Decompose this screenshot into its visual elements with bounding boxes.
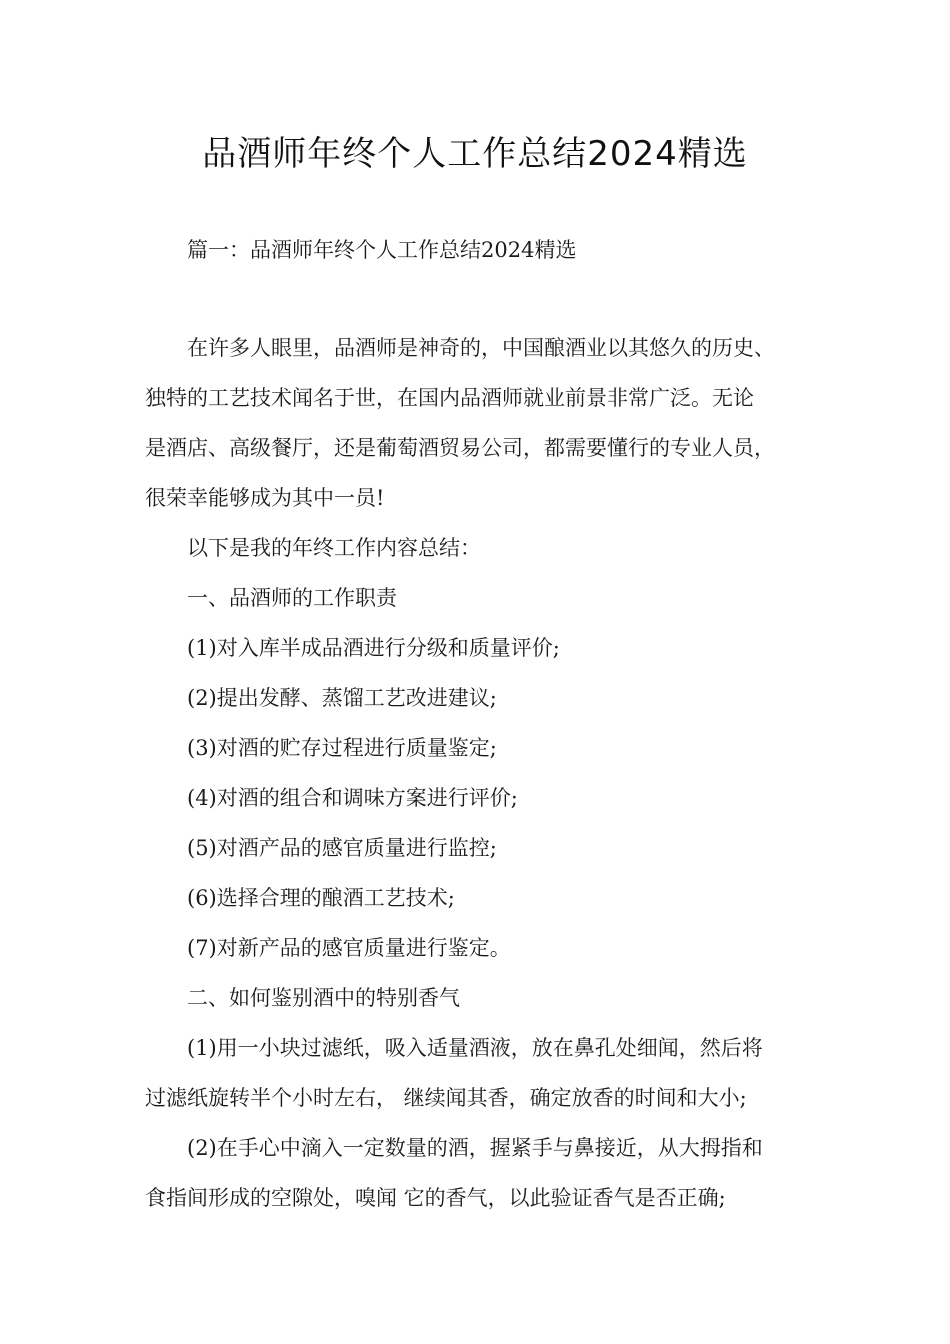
- list-item: (5)对酒产品的感官质量进行监控;: [187, 836, 497, 860]
- intro-line: 独特的工艺技术闻名于世，在国内品酒师就业前景非常广泛。无论: [145, 386, 754, 410]
- summary-intro: 以下是我的年终工作内容总结：: [187, 536, 481, 560]
- intro-line: 很荣幸能够成为其中一员!: [145, 486, 385, 510]
- list-item-line: (2)在手心中滴入一定数量的酒，握紧手与鼻接近，从大拇指和: [187, 1136, 763, 1160]
- list-item-line: 过滤纸旋转半个小时左右， 继续闻其香，确定放香的时间和大小;: [145, 1086, 747, 1110]
- list-item: (1)对入库半成品酒进行分级和质量评价;: [187, 636, 560, 660]
- intro-line: 是酒店、高级餐厅，还是葡萄酒贸易公司，都需要懂行的专业人员，: [145, 436, 775, 460]
- list-item: (4)对酒的组合和调味方案进行评价;: [187, 786, 518, 810]
- page-title: 品酒师年终个人工作总结2024精选: [202, 134, 748, 174]
- document-body: [145, 225, 825, 1223]
- list-item: (6)选择合理的酿酒工艺技术;: [187, 886, 455, 910]
- list-item: (3)对酒的贮存过程进行质量鉴定;: [187, 736, 497, 760]
- list-item: (7)对新产品的感官质量进行鉴定。: [187, 936, 511, 960]
- list-item: [145, 1123, 825, 1223]
- list-item: [145, 1023, 825, 1123]
- intro-paragraph: [145, 323, 825, 523]
- intro-line: 在许多人眼里，品酒师是神奇的，中国酿酒业以其悠久的历史、: [187, 336, 775, 360]
- list-item-line: 食指间形成的空隙处，嗅闻 它的香气，以此验证香气是否正确;: [145, 1186, 726, 1210]
- article-subtitle: 篇一：品酒师年终个人工作总结2024精选: [187, 238, 577, 262]
- section-heading: 二、如何鉴别酒中的特别香气: [187, 986, 460, 1010]
- section-heading: 一、品酒师的工作职责: [187, 586, 397, 610]
- list-item: (2)提出发酵、蒸馏工艺改进建议;: [187, 686, 497, 710]
- list-item-line: (1)用一小块过滤纸，吸入适量酒液，放在鼻孔处细闻，然后将: [187, 1036, 763, 1060]
